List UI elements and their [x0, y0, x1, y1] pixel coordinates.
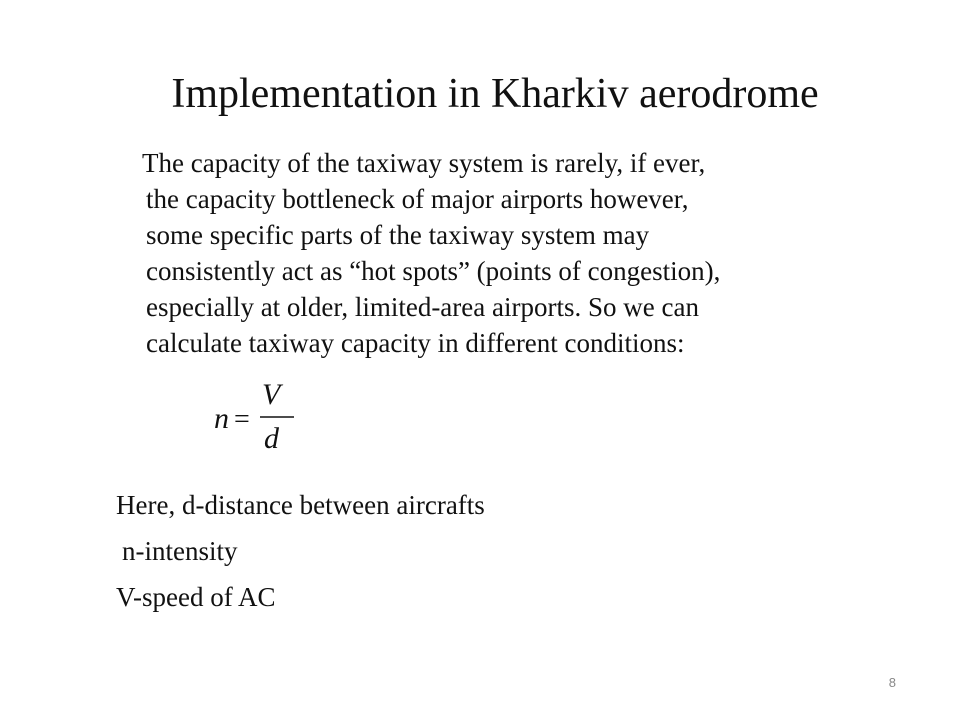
paragraph-line: calculate taxiway capacity in different conditions: [146, 328, 685, 358]
page-number: 8 [888, 675, 896, 690]
paragraph-line: some specific parts of the taxiway system may [146, 220, 650, 250]
formula-equals: = [234, 404, 250, 435]
paragraph-line: especially at older, limited-area airports. So we can [146, 292, 699, 322]
formula-graphic [214, 378, 314, 458]
slide-title: Implementation in Kharkiv aerodrome [171, 71, 819, 117]
note-speed: V-speed of AC [116, 582, 276, 612]
paragraph-line: the capacity bottleneck of major airports however, [146, 184, 689, 214]
paragraph-line: consistently act as “hot spots” (points of congestion), [146, 256, 721, 286]
note-intensity: n-intensity [122, 536, 238, 566]
body-paragraph [142, 145, 850, 361]
formula-lhs: n [214, 402, 229, 435]
note-distance: Here, d-distance between aircrafts [116, 490, 485, 520]
paragraph-line: The capacity of the taxiway system is rarely, if ever, [142, 148, 706, 178]
capacity-formula [214, 378, 314, 458]
formula-numerator: V [262, 378, 281, 411]
variable-notes [116, 482, 485, 620]
formula-denominator: d [264, 422, 279, 455]
